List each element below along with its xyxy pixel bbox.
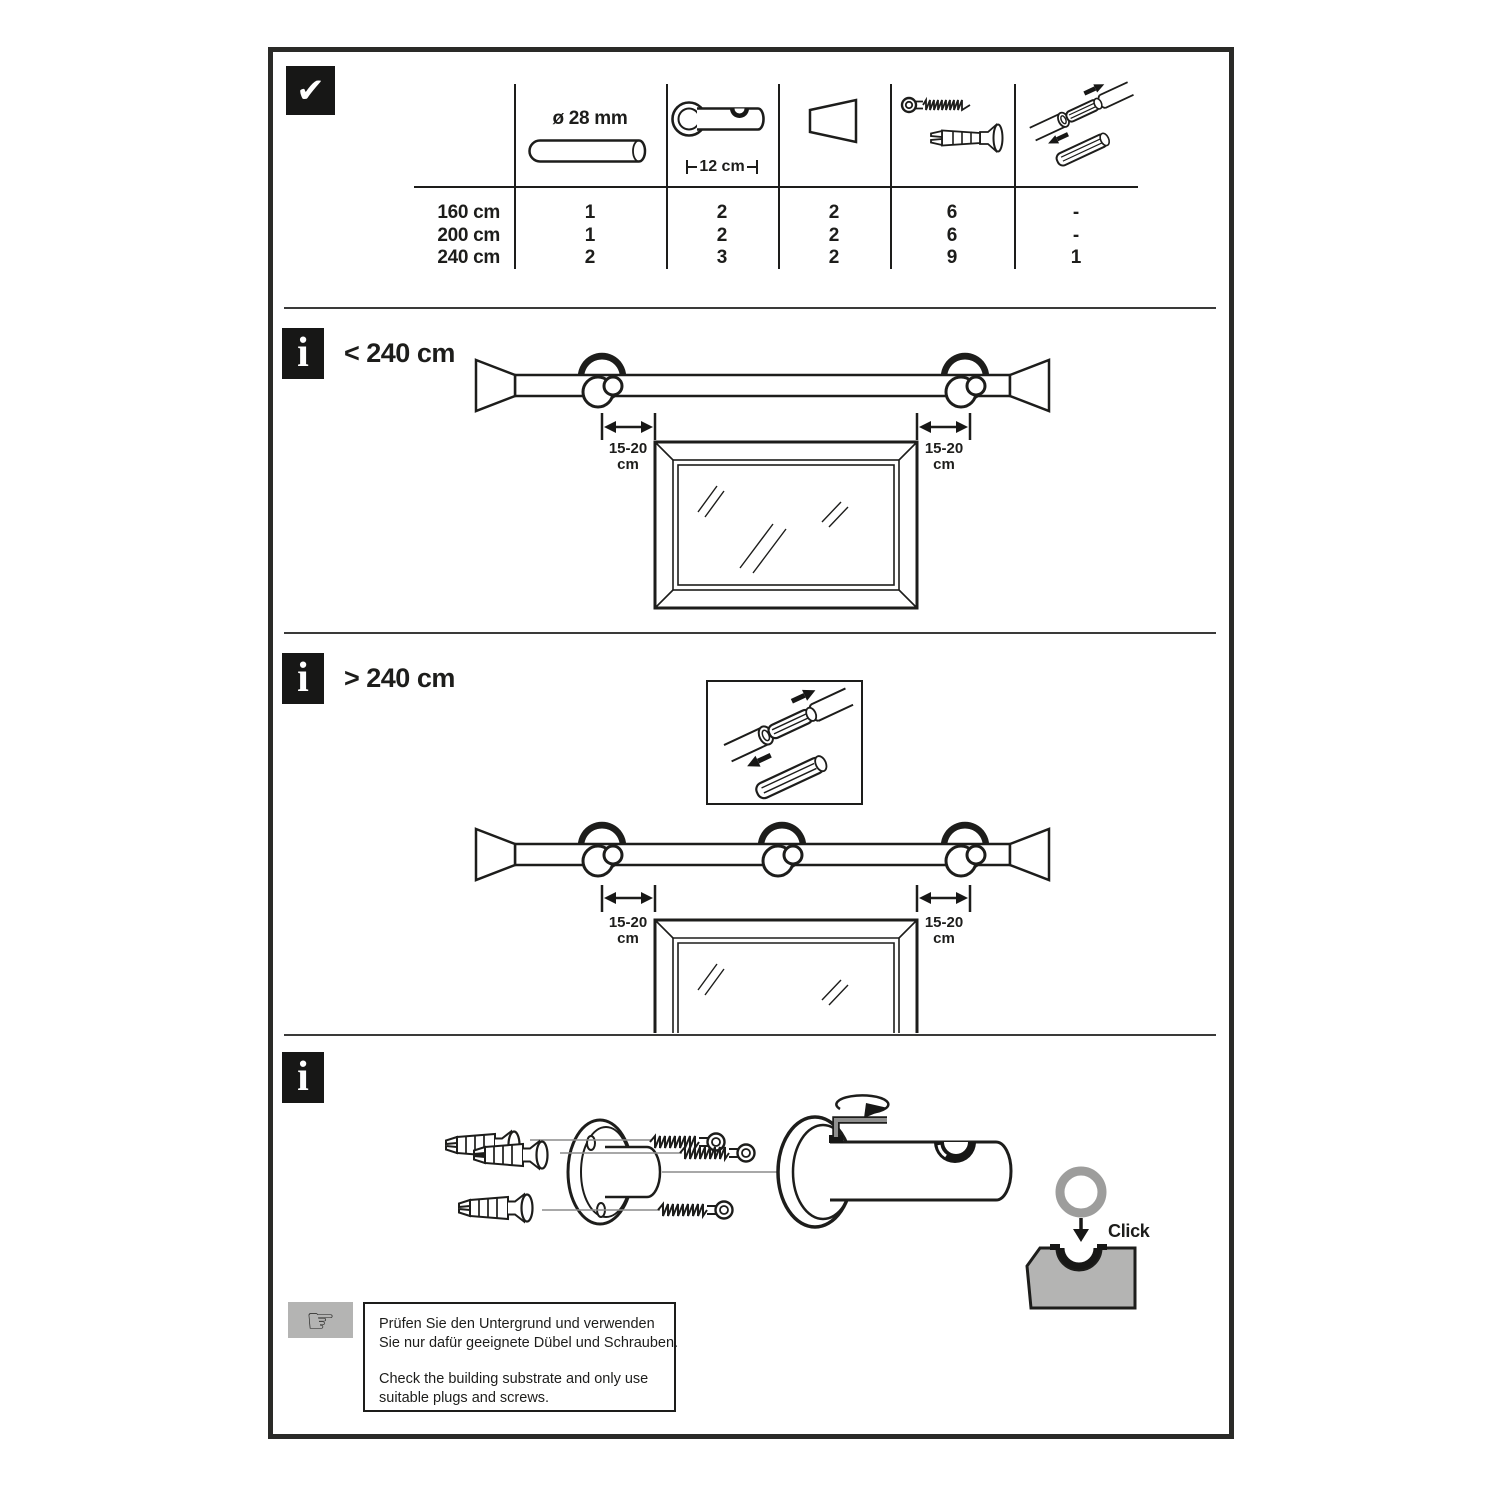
rod-ring bbox=[1060, 1171, 1102, 1213]
section-divider bbox=[284, 1034, 1216, 1036]
table-column-line bbox=[1014, 84, 1016, 269]
qty-screws: 6 bbox=[946, 202, 958, 223]
hand-icon: ☞ bbox=[305, 1300, 336, 1340]
dim-label-left: 15-20 cm bbox=[608, 440, 648, 473]
dim-label-right: 15-20 cm bbox=[924, 914, 964, 947]
bracket-depth-label: 12 cm bbox=[699, 158, 745, 175]
left-cone-end bbox=[476, 829, 515, 880]
connector-inset bbox=[707, 673, 862, 804]
substrate-note-box bbox=[363, 1302, 679, 1412]
qty-cone: 2 bbox=[828, 247, 840, 268]
note-english-line1: Check the building substrate and only use bbox=[379, 1371, 649, 1387]
table-column-line bbox=[666, 84, 668, 269]
bracket-depth-dimension bbox=[668, 158, 776, 176]
dimension-arrowheads bbox=[604, 892, 968, 904]
table-column-line bbox=[778, 84, 780, 269]
qty-rod: 1 bbox=[584, 202, 596, 223]
wall-plate-stub bbox=[605, 1147, 660, 1197]
info-icon: i bbox=[282, 653, 324, 704]
wall-bracket-icon bbox=[670, 92, 774, 154]
section-short-title: < 240 cm bbox=[344, 338, 455, 368]
screw-and-plug-icon bbox=[900, 92, 1008, 160]
note-german-line1: Prüfen Sie den Untergrund und verwenden bbox=[379, 1316, 655, 1332]
cone-end-icon bbox=[808, 98, 860, 144]
dimension-marks bbox=[602, 413, 970, 440]
qty-connector: - bbox=[1072, 202, 1080, 223]
dimension-arrowheads bbox=[604, 421, 968, 433]
rod-connector-icon bbox=[1018, 80, 1138, 172]
cradle-block bbox=[1027, 1248, 1135, 1308]
right-cone-end bbox=[1010, 829, 1049, 880]
qty-rod: 1 bbox=[584, 225, 596, 246]
qty-cone: 2 bbox=[828, 202, 840, 223]
qty-bracket: 3 bbox=[716, 247, 728, 268]
down-arrowhead bbox=[1073, 1229, 1089, 1242]
qty-bracket: 2 bbox=[716, 225, 728, 246]
rod-diameter-label: ø 28 mm bbox=[552, 108, 628, 129]
checkmark-icon: ✔ bbox=[286, 66, 335, 115]
wall-plug-glyph bbox=[931, 125, 1003, 152]
rod-icon bbox=[528, 138, 652, 164]
hand-pointer-box bbox=[288, 1302, 353, 1338]
section-divider bbox=[284, 632, 1216, 634]
rod-mounting-diagram-long bbox=[440, 675, 1080, 1033]
section-divider bbox=[284, 307, 1216, 309]
bracket-mounting-diagram bbox=[400, 1090, 1160, 1320]
info-icon: i bbox=[282, 328, 324, 379]
dimension-marks bbox=[602, 885, 970, 912]
window-drawing bbox=[655, 442, 917, 608]
rod-mounting-diagram-short bbox=[440, 350, 1080, 616]
info-icon: i bbox=[282, 1052, 324, 1103]
qty-connector: - bbox=[1072, 225, 1080, 246]
note-english-line2: suitable plugs and screws. bbox=[379, 1390, 550, 1406]
dim-label-left: 15-20 cm bbox=[608, 914, 648, 947]
window-drawing-truncated bbox=[655, 920, 917, 1033]
qty-connector: 1 bbox=[1070, 247, 1082, 268]
row-length-160: 160 cm bbox=[437, 202, 500, 223]
dim-label-right: 15-20 cm bbox=[924, 440, 964, 473]
table-header-rule bbox=[414, 186, 1138, 188]
table-column-line bbox=[890, 84, 892, 269]
right-cone-end bbox=[1010, 360, 1049, 411]
click-label: Click bbox=[1108, 1221, 1150, 1241]
left-cone-end bbox=[476, 360, 515, 411]
qty-cone: 2 bbox=[828, 225, 840, 246]
note-german-line2: Sie nur dafür geeignete Dübel und Schrauben. bbox=[379, 1335, 679, 1351]
qty-bracket: 2 bbox=[716, 202, 728, 223]
row-length-240: 240 cm bbox=[437, 247, 500, 268]
section-long-title: > 240 cm bbox=[344, 663, 455, 693]
bracket-assembly bbox=[778, 1095, 1011, 1227]
qty-screws: 9 bbox=[946, 247, 958, 268]
table-column-line bbox=[514, 84, 516, 269]
row-length-200: 200 cm bbox=[437, 225, 500, 246]
qty-screws: 6 bbox=[946, 225, 958, 246]
qty-rod: 2 bbox=[584, 247, 596, 268]
